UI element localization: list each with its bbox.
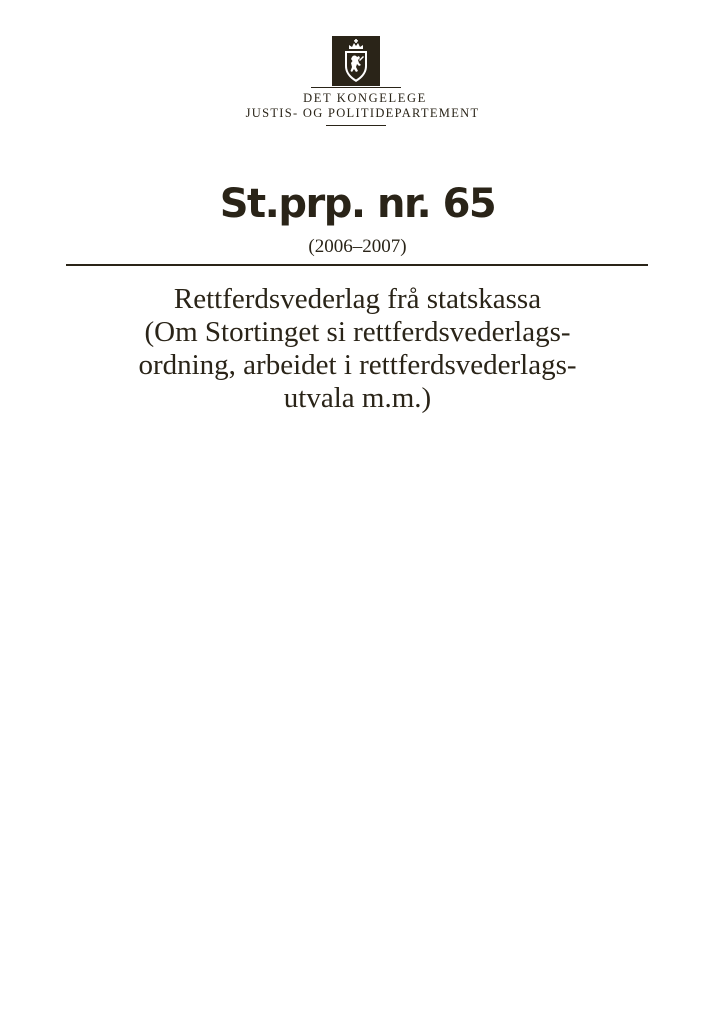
- title-line: ordning, arbeidet i rettferdsvederlags-: [138, 349, 577, 381]
- document-title: [60, 283, 655, 415]
- title-line: Rettferdsvederlag frå statskassa: [173, 283, 542, 315]
- title-line: (Om Stortinget si rettferdsvederlags-: [144, 316, 571, 348]
- header-rule-bottom: [326, 125, 386, 126]
- title-divider: [66, 264, 648, 266]
- document-session: (2006–2007): [308, 236, 407, 257]
- coat-of-arms-icon: [332, 36, 380, 86]
- document-number: St.prp. nr. 65: [219, 181, 496, 227]
- title-line: utvala m.m.): [283, 382, 432, 414]
- department-name-line2: JUSTIS- OG POLITIDEPARTEMENT: [245, 106, 480, 120]
- header-rule-top: [311, 87, 401, 88]
- department-name-line1: DET KONGELEGE: [303, 91, 427, 105]
